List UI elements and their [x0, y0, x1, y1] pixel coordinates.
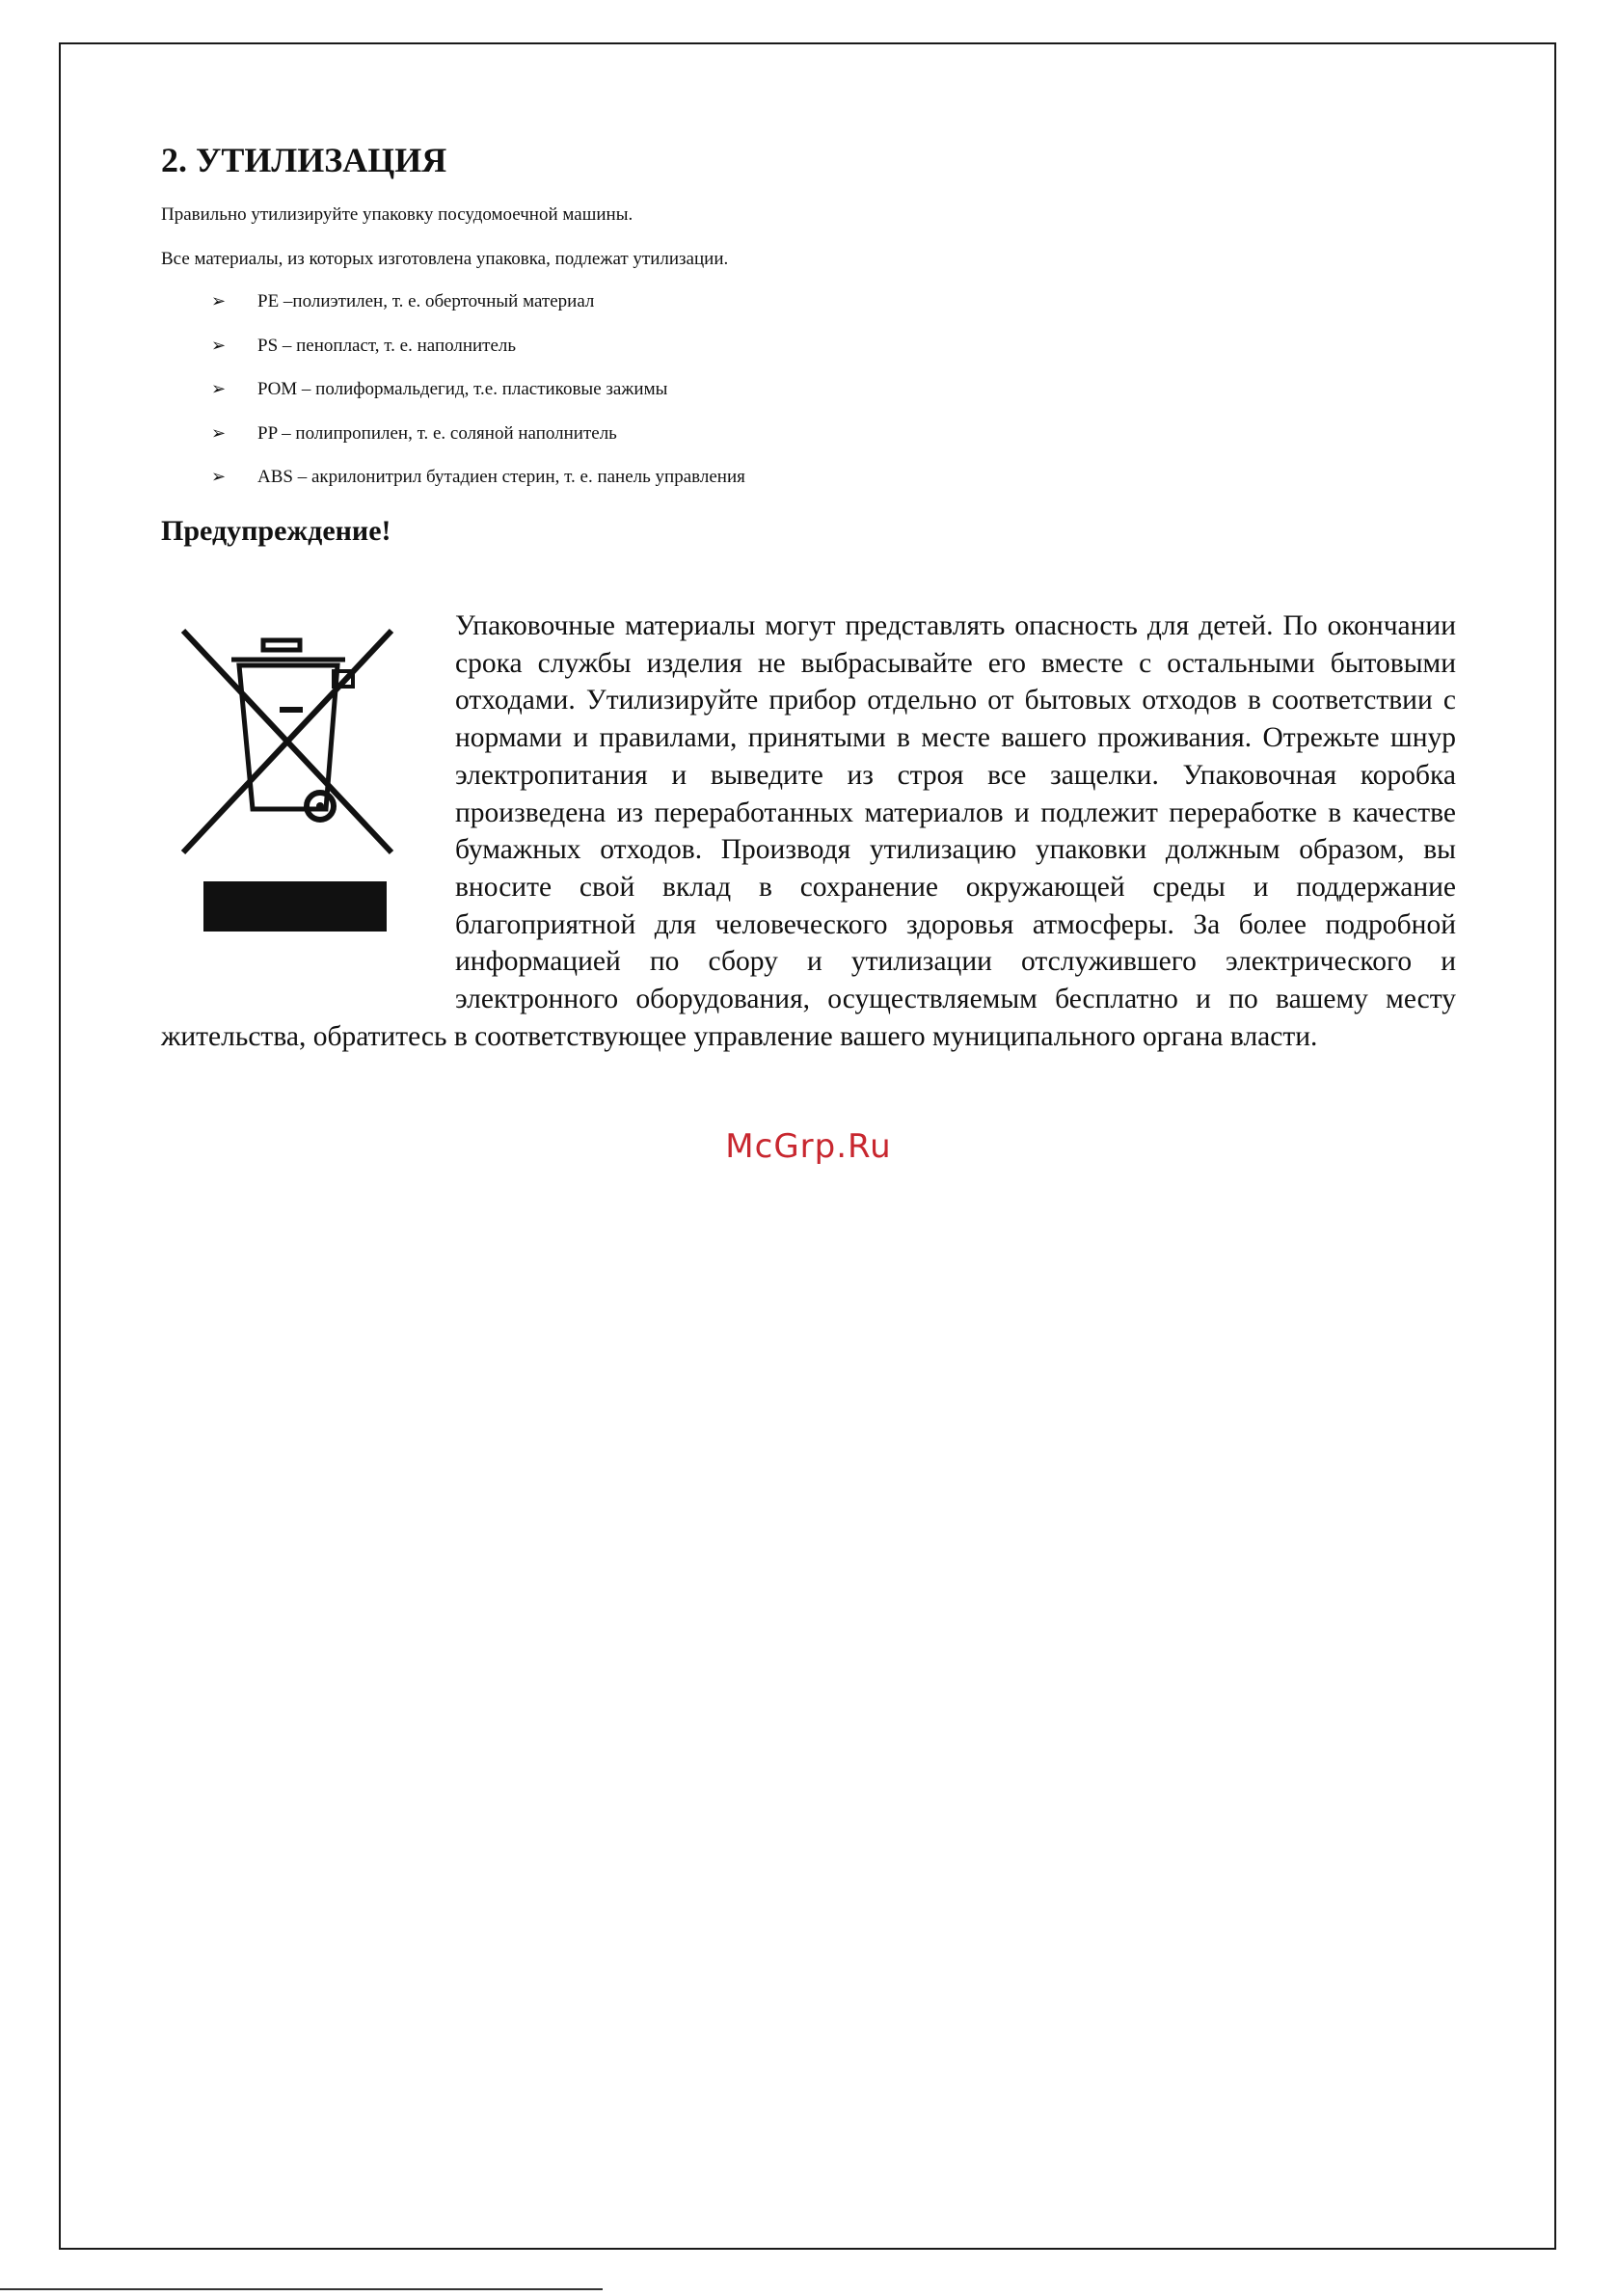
material-text: PE –полиэтилен, т. е. оберточный материал [257, 291, 595, 311]
list-item [211, 291, 745, 336]
warning-text [161, 608, 1456, 1055]
section-title: 2. УТИЛИЗАЦИЯ [161, 141, 447, 179]
material-text: PS – пенопласт, т. е. наполнитель [257, 335, 517, 356]
material-text: PP – полипропилен, т. е. соляной наполнитель [257, 422, 617, 444]
list-item [211, 467, 745, 511]
arrow-bullet-icon: ➢ [211, 335, 227, 356]
list-item [211, 423, 745, 468]
arrow-bullet-icon: ➢ [211, 291, 227, 311]
list-item [211, 379, 745, 423]
list-item [211, 336, 745, 380]
intro-paragraph-2: Все материалы, из которых изготовлена упаковка, подлежат утилизации. [161, 249, 729, 269]
material-text: POM – полиформальдегид, т.е. пластиковые зажимы [257, 379, 668, 399]
warning-text-content: Упаковочные материалы могут представлять опасность для детей. По окончании срока службы изделия не выбрасывайте его вместе с остальными бытовыми отходами. Утилизируйте прибор отдельно от бытовых отходов в соответствии с нормами и правилами, принятыми в месте вашего проживания. Отрежьте шнур электропитания и выведите из строя все защелки. Упаковочная коробка произведена из переработанных материалов и подлежит переработке в качестве бумажных отходов. Производя утилизацию упаковки должным образом, вы вносите свой вклад в сохранение окружающей среды и поддержание благоприятной для человеческого здоровья атмосферы. За более подробной информацией по сбору и утилизации отслужившего электрического и электронного оборудования, осуществляемым бесплатно и по вашему месту жительства, обратитесь в соответствующее управление вашего муниципального органа власти. [161, 610, 1456, 1052]
material-text: ABS – акрилонитрил бутадиен стерин, т. е. панель управления [257, 467, 745, 487]
arrow-bullet-icon: ➢ [211, 379, 227, 399]
materials-list [211, 291, 745, 511]
intro-paragraph-1: Правильно утилизируйте упаковку посудомоечной машины. [161, 204, 633, 225]
symbol-spacer [161, 608, 455, 982]
watermark: McGrp.Ru [725, 1127, 892, 1166]
warning-title: Предупреждение! [161, 515, 391, 547]
arrow-bullet-icon: ➢ [211, 422, 227, 444]
arrow-bullet-icon: ➢ [211, 467, 227, 487]
bottom-rule [0, 2288, 603, 2290]
